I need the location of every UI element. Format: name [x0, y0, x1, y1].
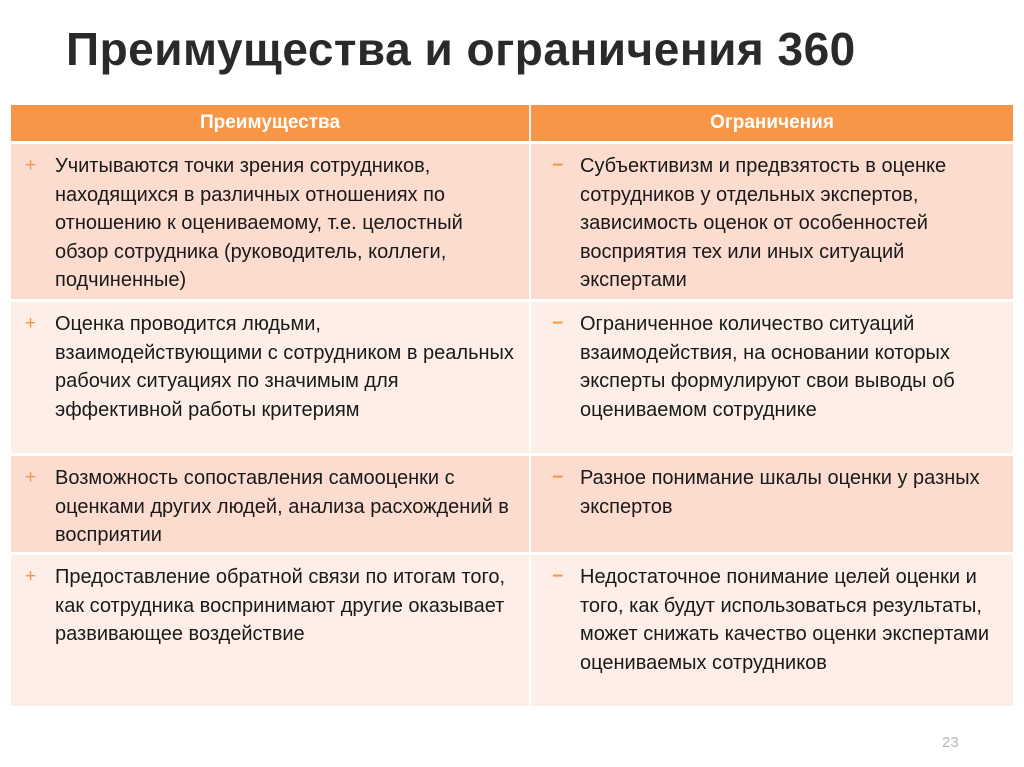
minus-icon: − [552, 313, 564, 334]
header-limitations: Ограничения [710, 112, 834, 133]
limitation-cell [531, 302, 1013, 453]
limitation-cell [531, 456, 1013, 552]
advantage-cell [11, 456, 531, 552]
advantage-text: Учитываются точки зрения сотрудников, находящихся в различных отношениях по отношению к оцениваемому, т.е. целостный обзор сотрудника (руководитель, коллеги, подчиненные) [55, 155, 463, 291]
table-header-row [11, 105, 1013, 141]
advantage-cell [11, 555, 531, 706]
table-row [11, 302, 1013, 453]
table-row [11, 456, 1013, 552]
limitation-cell [531, 144, 1013, 299]
plus-icon: + [25, 566, 37, 587]
advantage-cell [11, 144, 531, 299]
limitation-text: Недостаточное понимание целей оценки и того, как будут использоваться результаты, может снижать качество оценки экспертами оцениваемых сотрудников [580, 566, 990, 674]
advantage-text: Предоставление обратной связи по итогам того, как сотрудника воспринимают другие оказывает развивающее воздействие [55, 566, 506, 645]
page-number: 23 [942, 734, 959, 751]
slide-title: Преимущества и ограничения 360 [66, 23, 856, 75]
limitation-cell [531, 555, 1013, 706]
header-advantages: Преимущества [11, 105, 531, 141]
limitation-text: Разное понимание шкалы оценки у разных экспертов [580, 467, 980, 518]
table-row [11, 144, 1013, 299]
advantage-text: Оценка проводится людьми, взаимодействующими с сотрудником в реальных рабочих ситуациях по значимым для эффективной работы критериям [55, 313, 514, 421]
plus-icon: + [25, 467, 37, 488]
comparison-table [11, 105, 1013, 706]
limitation-text: Ограниченное количество ситуаций взаимодействия, на основании которых эксперты формулируют свои выводы об оцениваемом сотруднике [580, 313, 955, 421]
advantage-cell [11, 302, 531, 453]
plus-icon: + [25, 155, 37, 176]
minus-icon: − [552, 467, 564, 488]
advantage-text: Возможность сопоставления самооценки с оценками других людей, анализа расхождений в восприятии [55, 467, 509, 546]
minus-icon: − [552, 566, 564, 587]
table-row [11, 555, 1013, 706]
minus-icon: − [552, 155, 564, 176]
limitation-text: Субъективизм и предвзятость в оценке сотрудников у отдельных экспертов, зависимость оценок от особенностей восприятия тех или иных ситуаций экспертами [580, 155, 947, 291]
plus-icon: + [25, 313, 37, 334]
